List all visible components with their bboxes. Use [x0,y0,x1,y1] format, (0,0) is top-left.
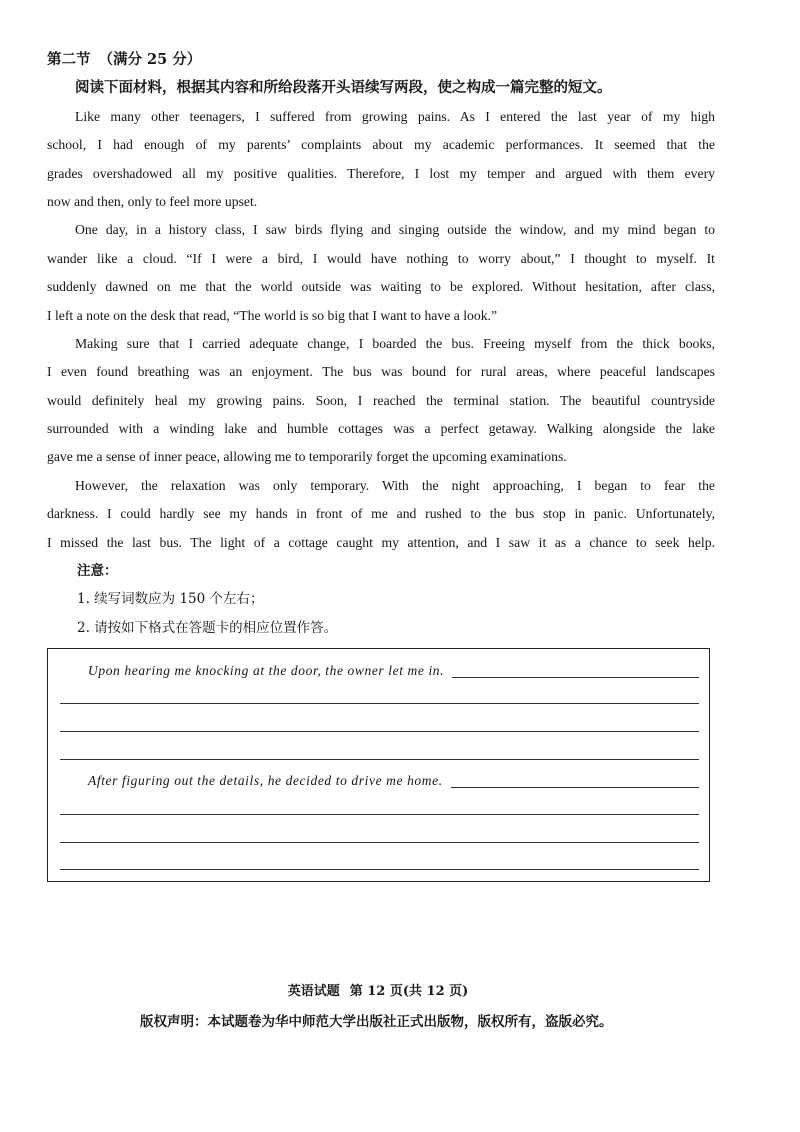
paragraph-opening-text: Upon hearing me knocking at the door, the owner let me in. [88,663,445,678]
paragraph-opening-text: After figuring out the details, he decided to drive me home. [88,773,443,788]
exam-content [47,46,715,642]
answer-line [60,842,699,843]
passage-line: I left a note on the desk that read, “The world is so big that I want to have a look.” [47,307,498,323]
passage-line: darkness. I could hardly see my hands in front of me and rushed to the bus stop in panic. Unfortunately, [47,506,715,522]
passage-line: I even found breathing was an enjoyment. The bus was bound for rural areas, where peaceful landscapes [47,364,715,380]
section-score: （满分 25 分） [98,51,202,68]
section-heading: 第二节 [47,51,91,68]
answer-format-box [47,648,710,882]
copyright-label: 版权声明： [140,1014,208,1030]
footer-subject: 英语试题 [287,984,340,999]
page-footer [0,982,756,1002]
passage-paragraph-1 [47,103,715,217]
copyright-notice [140,1012,613,1032]
note-item-2: 2. 请按如下格式在答题卡的相应位置作答。 [77,619,338,636]
copyright-text: 本试题卷为华中师范大学出版社正式出版物，版权所有，盗版必究。 [207,1014,613,1030]
answer-line [60,759,699,760]
passage-line: Making sure that I carried adequate change, I boarded the bus. Freeing myself from the thick books, [75,335,715,351]
paragraph-opening-2 [88,771,699,791]
notes-label: 注意： [77,563,118,580]
passage-line: suddenly dawned on me that the world outside was waiting to be explored. Without hesitation, after class, [47,279,715,295]
footer-page-number: 第 12 页(共 12 页) [349,984,469,999]
note-item-1: 1. 续写词数应为 150 个左右； [77,591,264,608]
answer-line [60,731,699,732]
answer-line [60,703,699,704]
passage-line: I missed the last bus. The light of a cottage caught my attention, and I saw it as a chance to seek help. [47,534,715,550]
section-instruction: 阅读下面材料，根据其内容和所给段落开头语续写两段，使之构成一篇完整的短文。 [75,79,612,97]
passage-line: would definitely heal my growing pains. Soon, I reached the terminal station. The beautiful countryside [47,392,715,408]
passage-line: surrounded with a winding lake and humble cottages was a perfect getaway. Walking alongside the lake [47,421,715,437]
answer-blank [452,677,699,678]
passage-line: gave me a sense of inner peace, allowing me to temporarily forget the upcoming examinations. [47,449,567,465]
passage-paragraph-4 [47,472,715,557]
passage-line: wander like a cloud. “If I were a bird, I would have nothing to worry about,” I thought to myself. It [47,250,715,266]
answer-blank [451,787,699,788]
answer-line [60,869,699,870]
paragraph-opening-1 [88,661,699,681]
passage-line: Like many other teenagers, I suffered from growing pains. As I entered the last year of my high [75,108,715,124]
passage-line: However, the relaxation was only temporary. With the night approaching, I began to fear the [75,477,715,493]
section-header [47,46,715,74]
passage-paragraph-2 [47,216,715,330]
answer-line [60,814,699,815]
passage-paragraph-3 [47,330,715,472]
passage-line: grades overshadowed all my positive qualities. Therefore, I lost my temper and argued with them every [47,165,715,181]
passage-line: One day, in a history class, I saw birds flying and singing outside the window, and my mind began to [75,222,715,238]
passage-line: school, I had enough of my parents’ complaints about my academic performances. It seemed that the [47,137,715,153]
passage-line: now and then, only to feel more upset. [47,193,258,209]
